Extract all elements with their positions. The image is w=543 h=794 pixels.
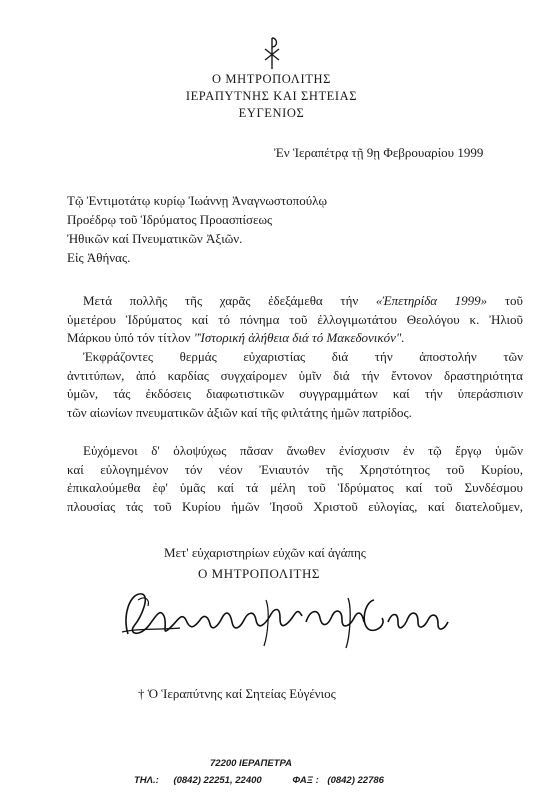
paragraph-line: Μετά πολλῆς τῆς χαρᾶς ἐδεξάμεθα τήν «Ἐπετηρίδα 1999» τοῦ bbox=[83, 293, 523, 308]
closing-greeting: Μετ' εὐχαριστηρίων εὐχῶν καί ἀγάπης bbox=[164, 545, 366, 560]
phone-label: ΤΗΛ.: bbox=[134, 775, 159, 786]
recipient-line: Ἠθικῶν καί Πνευματικῶν Ἀξιῶν. bbox=[67, 231, 243, 246]
paragraph-line: ἀντιτύπων, ἀπό καρδίας συγχαίρομεν ὑμῖν διά τήν ἔντονον δραστηριότητα bbox=[67, 367, 523, 383]
paragraph-line: Ἐκφράζοντες θερμάς εὐχαριστίας διά τήν ἀποστολήν τῶν bbox=[83, 349, 523, 364]
paragraph-line: ὑμετέρου Ἱδρύματος καί τό πόνημα τοῦ ἐλλογιμωτάτου Θεολόγου κ. Ἠλιοῦ bbox=[67, 311, 523, 327]
paragraph-line: τῶν αἰωνίων πνευματικῶν ἀξιῶν καί τῆς φιλτάτης ἡμῶν πατρίδος. bbox=[67, 405, 412, 421]
recipient-line: Τῷ Ἐντιμοτάτῳ κυρίῳ Ἰωάννῃ Ἀναγνωστοπούλῳ bbox=[67, 193, 328, 208]
paragraph-line: Μάρκου ὑπό τόν τίτλον "Ἱστορική ἀλήθεια διά τό Μακεδονικόν". bbox=[67, 330, 405, 346]
paragraph-line: ὑμῶν, τάς ἐκδόσεις διαφωτιστικῶν συγγραμμάτων καί τήν ὑπεράσπισιν bbox=[67, 386, 523, 402]
body-paragraph-2 bbox=[67, 348, 523, 423]
phone-numbers: (0842) 22251, 22400 bbox=[173, 775, 262, 786]
body-paragraph-3 bbox=[67, 442, 523, 517]
fax-number: (0842) 22786 bbox=[327, 775, 384, 786]
letterhead-name: ΕΥΓΕΝΙΟΣ bbox=[238, 106, 305, 120]
paragraph-line: Εὐχόμενοι δ' ὁλοψύχως πᾶσαν ἄνωθεν ἐνίσχυσιν ἐν τῷ ἔργῳ ὑμῶν bbox=[83, 443, 523, 458]
recipient-line: Προέδρῳ τοῦ Ἱδρύματος Προασπίσεως bbox=[67, 212, 273, 227]
chi-rho-icon bbox=[262, 36, 282, 70]
footer-contacts bbox=[134, 775, 384, 786]
body-paragraph-1 bbox=[67, 292, 523, 348]
fax-label: ΦΑΞ : bbox=[292, 775, 319, 786]
handwritten-signature bbox=[120, 586, 450, 652]
paragraph-line: καί εὐλογημένον τόν νέον Ἐνιαυτόν τῆς Χρηστότητος τοῦ Κυρίου, bbox=[67, 461, 523, 477]
footer-address: 72200 ΙΕΡΑΠΕΤΡΑ bbox=[210, 758, 292, 769]
paragraph-line: πλουσίας τάς τοῦ Κυρίου ἡμῶν Ἰησοῦ Χριστοῦ εὐλογίας, καί διατελοῦμεν, bbox=[67, 499, 523, 515]
closing-title: Ο ΜΗΤΡΟΠΟΛΙΤΗΣ bbox=[198, 566, 320, 581]
letterhead-see: ΙΕΡΑΠΥΤΝΗΣ ΚΑΙ ΣΗΤΕΙΑΣ bbox=[185, 89, 358, 103]
date-line: Ἐν Ἱεραπέτρᾳ τῇ 9ῃ Φεβρουαρίου 1999 bbox=[274, 145, 484, 160]
letterhead-title: Ο ΜΗΤΡΟΠΟΛΙΤΗΣ bbox=[212, 72, 331, 86]
signatory-name: † Ὁ Ἱεραπύτνης καί Σητείας Εὐγένιος bbox=[138, 686, 336, 701]
recipient-line: Εἰς Ἀθήνας. bbox=[67, 250, 131, 265]
paragraph-line: ἐπικαλούμεθα ἐφ' ὑμᾶς καί τά μέλη τοῦ Ἱδρύματος καί τοῦ Συνδέσμου bbox=[67, 480, 523, 496]
